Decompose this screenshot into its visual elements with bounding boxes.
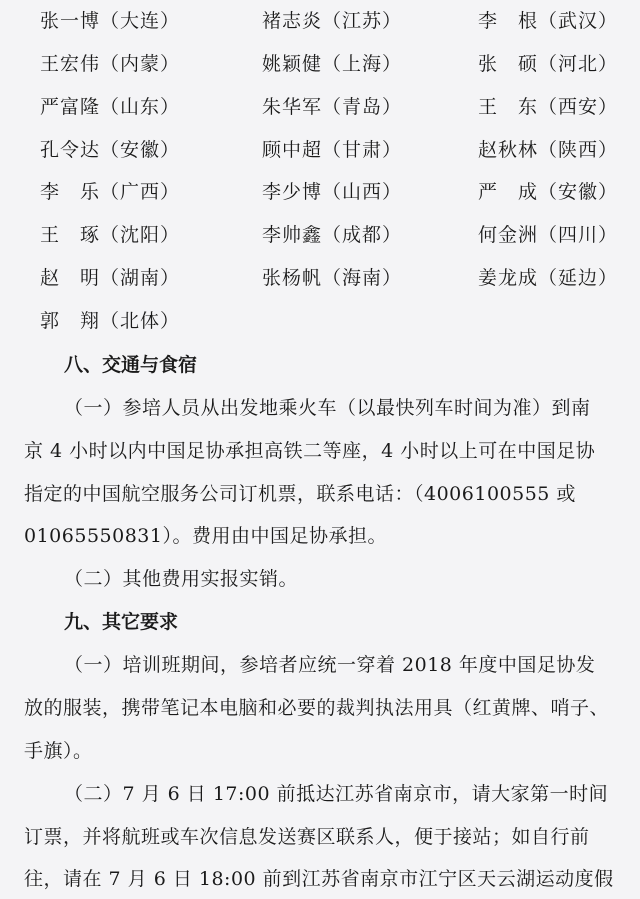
roster-row — [0, 6, 640, 42]
roster-entry: 王 东（西安） — [478, 96, 619, 118]
roster-entry: 李 根（武汉） — [478, 10, 619, 32]
paragraph-line: 手旗）。 — [24, 740, 93, 762]
roster-entry: 姜龙成（延边） — [478, 267, 619, 289]
roster-entry: 张杨帆（海南） — [262, 267, 403, 289]
roster-entry: 顾中超（甘肃） — [262, 139, 403, 161]
paragraph-line: （二）其他费用实报实销。 — [64, 568, 299, 590]
paragraph-line: 订票，并将航班或车次信息发送赛区联系人，便于接站；如自行前 — [24, 826, 590, 848]
roster-row — [0, 92, 640, 128]
paragraph-line: 指定的中国航空服务公司订机票，联系电话：（4006100555 或 — [24, 483, 576, 505]
paragraph-line: 京 4 小时以内中国足协承担高铁二等座，4 小时以上可在中国足协 — [24, 440, 596, 462]
roster-entry: 李少博（山西） — [262, 181, 403, 203]
roster-row — [0, 49, 640, 85]
roster-entry: 李 乐（广西） — [40, 181, 181, 203]
paragraph-line: 放的服装，携带笔记本电脑和必要的裁判执法用具（红黄牌、哨子、 — [24, 697, 610, 719]
roster-entry: 张 硕（河北） — [478, 53, 619, 75]
paragraph-line: （一）培训班期间，参培者应统一穿着 2018 年度中国足协发 — [64, 654, 596, 676]
roster-entry: 赵秋林（陕西） — [478, 139, 619, 161]
roster-entry: 孔令达（安徽） — [40, 139, 181, 161]
roster-entry: 李帅鑫（成都） — [262, 224, 403, 246]
roster-entry: 姚颖健（上海） — [262, 53, 403, 75]
paragraph-line: （一）参培人员从出发地乘火车（以最快列车时间为准）到南 — [64, 397, 591, 419]
roster-entry: 郭 翔（北体） — [40, 310, 181, 332]
roster-row — [0, 135, 640, 171]
roster-entry: 朱华军（青岛） — [262, 96, 403, 118]
section-8-heading: 八、交通与食宿 — [64, 354, 198, 376]
roster-entry: 何金洲（四川） — [478, 224, 619, 246]
paragraph-line: 往，请在 7 月 6 日 18:00 前到江苏省南京市江宁区天云湖运动度假 — [24, 868, 614, 890]
paragraph-line: 01065550831）。费用由中国足协承担。 — [24, 525, 387, 547]
roster-row — [0, 177, 640, 213]
roster-row — [0, 306, 640, 342]
section-9-heading: 九、其它要求 — [64, 611, 179, 633]
roster-entry: 王 琢（沈阳） — [40, 224, 181, 246]
roster-row — [0, 263, 640, 299]
roster-entry: 褚志炎（江苏） — [262, 10, 403, 32]
roster-entry: 严 成（安徽） — [478, 181, 619, 203]
roster-entry: 张一博（大连） — [40, 10, 181, 32]
roster-entry: 赵 明（湖南） — [40, 267, 181, 289]
paragraph-line: （二）7 月 6 日 17:00 前抵达江苏省南京市，请大家第一时间 — [64, 783, 609, 805]
roster-entry: 严富隆（山东） — [40, 96, 181, 118]
roster-entry: 王宏伟（内蒙） — [40, 53, 181, 75]
roster-row — [0, 220, 640, 256]
